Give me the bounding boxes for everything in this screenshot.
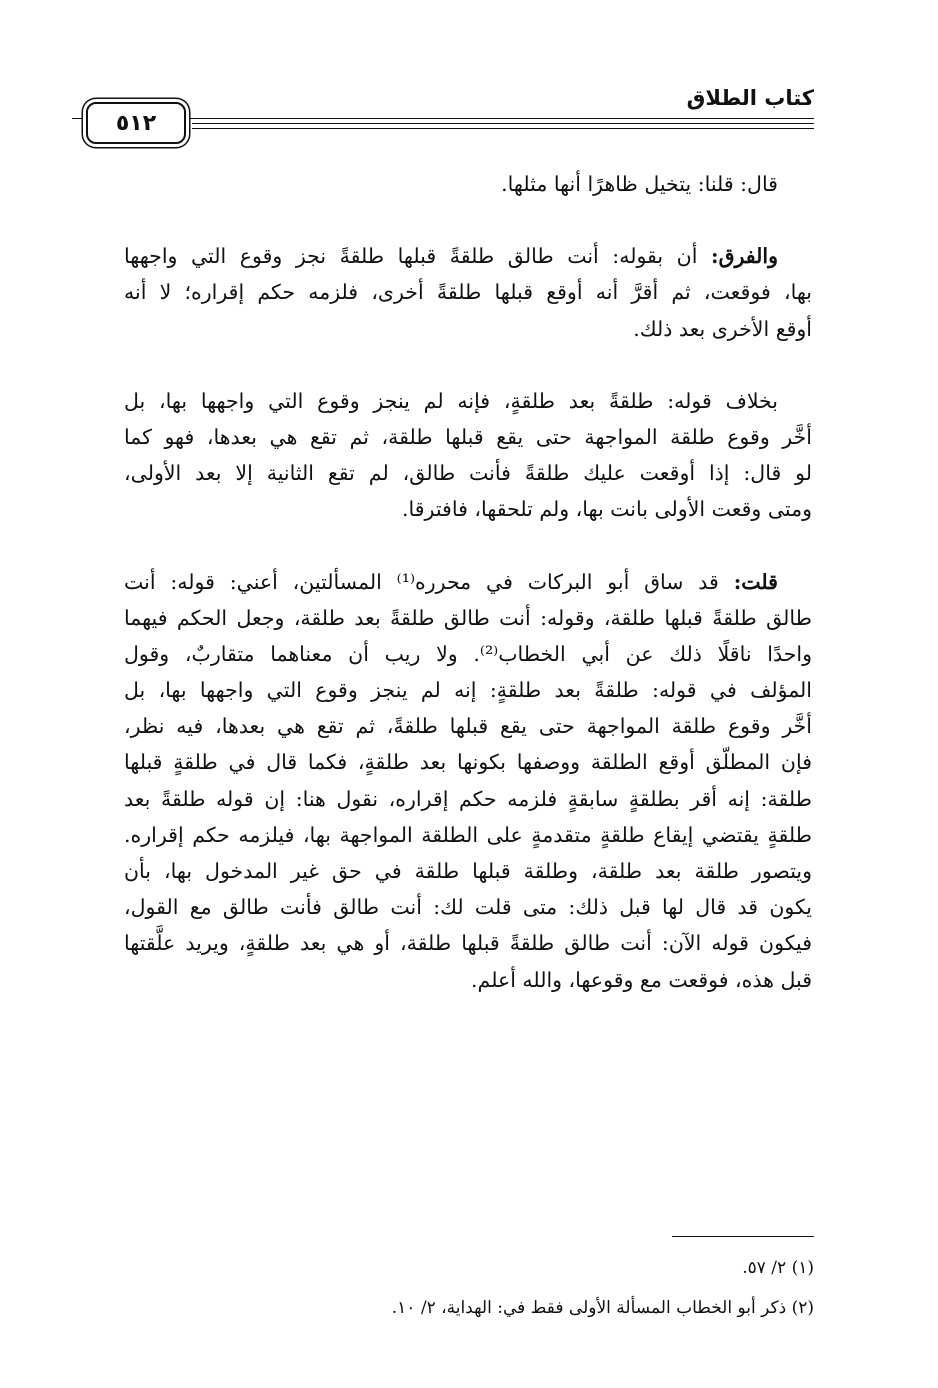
text-line: طلقةٍ يقتضي إيقاع طلقةٍ متقدمةٍ على الطلقة المواجهة بها، فيلزمه حكم إقراره. [124,822,812,847]
main-text [124,166,812,1034]
header-rule-middle [192,123,814,124]
lead-term: والفرق: [711,244,778,269]
text-line: يكون قد قال لها قبل ذلك: متى قلت لك: أنت طالق فأنت طالق مع القول، [124,895,812,920]
footnote-separator [672,1236,814,1237]
page-header [72,78,814,142]
text-segment: قد ساق أبو البركات في محرره⁽¹⁾ المسألتين، أعني: قوله: أنت [124,569,719,594]
text-segment: أن بقوله: أنت طالق طلقةً قبلها طلقةً نجز وقوع التي واجهها [124,244,698,269]
book-title: كتاب الطلاق [686,86,814,110]
text-line: قال: قلنا: يتخيل ظاهرًا أنها مثلها. [501,172,778,196]
text-line: طلقة: إنه أقر بطلقةٍ سابقةٍ فلزمه حكم إقراره، نقول هنا: إن قوله طلقةً بعد [124,786,812,811]
footnotes [124,1248,814,1328]
text-line: بها، فوقعت، ثم أقرَّ أنه أوقع قبلها طلقةً أخرى، فلزمه حكم إقراره؛ لا أنه [124,280,812,305]
text-line [124,238,812,274]
text-line: قبل هذه، فوقعت مع وقوعها، والله أعلم. [471,967,812,992]
text-line: واحدًا ناقلًا ذلك عن أبي الخطاب⁽²⁾. ولا ريب أن معناهما متقاربٌ، وقول [124,641,813,666]
text-line: طالق طلقةً قبلها طلقة، وقوله: أنت طالق طلقةً بعد طلقة، وجعل الحكم فيهما [124,605,812,630]
text-line: فإن المطلّق أوقع الطلقة ووصفها بكونها بعد طلقةٍ، فكما قال في طلقةٍ قبلها [124,750,812,775]
paragraph [124,383,812,528]
paragraph [124,166,812,202]
text-line: المؤلف في قوله: طلقةً بعد طلقةٍ: إنه لم ينجز وقوع التي واجهها بها، بل [124,678,812,703]
page-number-badge [86,102,186,144]
text-line: لو قال: إذا أوقعت عليك طلقةً فأنت طالق، لم تقع الثانية إلا بعد الأولى، [124,461,812,486]
text-line: بخلاف قوله: طلقةً بعد طلقةٍ، فإنه لم ينجز وقوع التي واجهها بها، بل [124,388,778,413]
text-line [124,564,812,600]
text-line: ويتصور طلقة بعد طلقة، وطلقة قبلها طلقة في حق غير المدخول بها، بأن [124,859,812,883]
paragraph [124,238,812,347]
lead-term: قلت: [733,569,778,594]
footnote: (٢) ذكر أبو الخطاب المسألة الأولى فقط في: الهداية، ٢/ ١٠. [391,1298,814,1318]
header-rule-bottom [192,128,814,129]
text-line: أخَّر وقوع طلقة المواجهة حتى يقع قبلها طلقة، ثم تقع هي بعدها، فهو كما [124,424,812,449]
text-line: أخَّر وقوع طلقة المواجهة حتى يقع قبلها طلقةً، ثم تقع هي بعدها، فيه نظر، [124,714,812,739]
text-line: أوقع الأخرى بعد ذلك. [633,316,812,341]
footnote: (١) ٢/ ٥٧. [742,1258,814,1278]
text-line: فيكون قوله الآن: أنت طالق طلقةً قبلها طلقة، أو هي بعد طلقةٍ، ويريد علَّقتها [124,931,812,956]
paragraph [124,564,812,998]
text-line: ومتى وقعت الأولى بانت بها، ولم تلحقها، فافترقا. [401,497,812,522]
page-number: ٥١٢ [115,110,157,136]
